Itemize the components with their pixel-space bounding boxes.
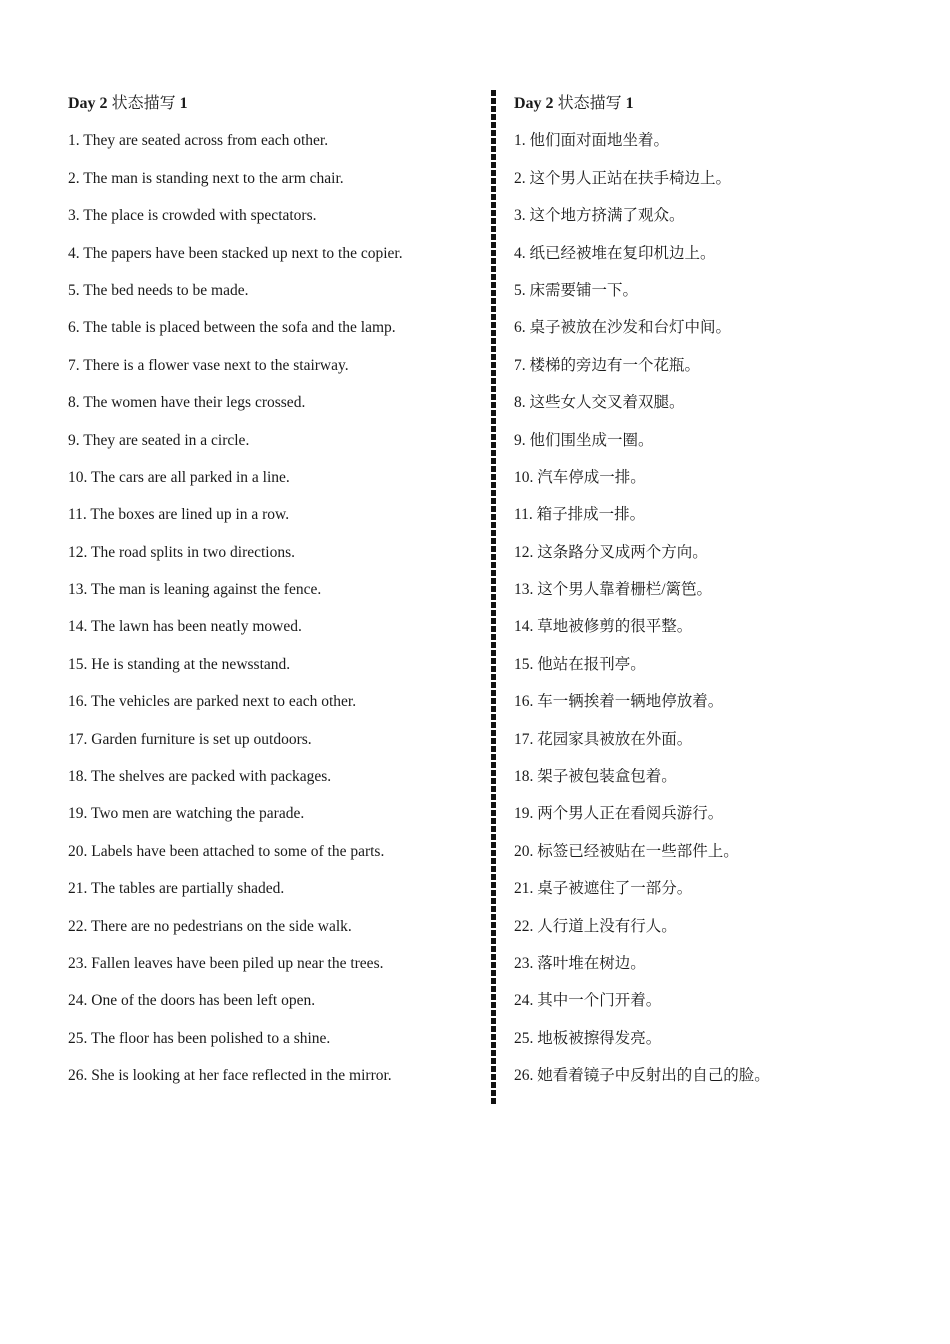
- heading-title: 状态描写: [557, 95, 622, 112]
- chinese-sentence: 3. 这个地方挤满了观众。: [514, 207, 685, 225]
- chinese-sentence: 24. 其中一个门开着。: [514, 992, 662, 1010]
- english-sentence: 24. One of the doors has been left open.: [68, 992, 316, 1010]
- english-sentence: 3. The place is crowded with spectators.: [68, 207, 317, 225]
- chinese-sentence: 15. 他站在报刊亭。: [514, 655, 646, 673]
- chinese-column: [514, 92, 914, 1102]
- english-sentence: 17. Garden furniture is set up outdoors.: [68, 730, 312, 748]
- chinese-sentence: 22. 人行道上没有行人。: [514, 917, 677, 935]
- english-sentence: 6. The table is placed between the sofa and the lamp.: [68, 319, 396, 337]
- english-column: [68, 92, 478, 1102]
- english-sentence: 1. They are seated across from each other.: [68, 132, 329, 150]
- heading-number: 1: [179, 95, 188, 112]
- english-sentence: 5. The bed needs to be made.: [68, 281, 249, 299]
- english-sentence: 12. The road splits in two directions.: [68, 543, 296, 561]
- heading-day: Day 2: [514, 95, 554, 112]
- chinese-sentence: 9. 他们围坐成一圈。: [514, 431, 654, 449]
- english-sentence: 16. The vehicles are parked next to each other.: [68, 693, 357, 711]
- english-sentence: 15. He is standing at the newsstand.: [68, 655, 291, 673]
- english-sentence: 2. The man is standing next to the arm chair.: [68, 169, 344, 187]
- english-sentence: 11. The boxes are lined up in a row.: [68, 506, 290, 524]
- chinese-sentence: 14. 草地被修剪的很平整。: [514, 618, 693, 636]
- chinese-sentence: 20. 标签已经被贴在一些部件上。: [514, 842, 739, 860]
- chinese-sentence: 17. 花园家具被放在外面。: [514, 730, 693, 748]
- chinese-sentence: 23. 落叶堆在树边。: [514, 954, 646, 972]
- heading-day: Day 2: [68, 95, 108, 112]
- english-sentence: 4. The papers have been stacked up next to the copier.: [68, 244, 403, 262]
- english-sentence: 18. The shelves are packed with packages.: [68, 768, 332, 786]
- chinese-sentence: 5. 床需要铺一下。: [514, 281, 639, 299]
- chinese-sentence: 12. 这条路分叉成两个方向。: [514, 543, 708, 561]
- english-sentence: 10. The cars are all parked in a line.: [68, 468, 290, 486]
- chinese-sentence: 2. 这个男人正站在扶手椅边上。: [514, 169, 732, 187]
- chinese-sentence: 7. 楼梯的旁边有一个花瓶。: [514, 356, 701, 374]
- english-sentence: 9. They are seated in a circle.: [68, 431, 250, 449]
- chinese-sentence: 4. 纸已经被堆在复印机边上。: [514, 244, 716, 262]
- chinese-sentence: 10. 汽车停成一排。: [514, 468, 646, 486]
- english-sentence: 20. Labels have been attached to some of the parts.: [68, 842, 385, 860]
- english-sentence: 13. The man is leaning against the fence.: [68, 581, 322, 599]
- chinese-sentence: 26. 她看着镜子中反射出的自己的脸。: [514, 1067, 770, 1085]
- heading-title: 状态描写: [111, 95, 176, 112]
- english-heading: [68, 92, 478, 116]
- chinese-heading: [514, 92, 914, 116]
- chinese-sentence: 11. 箱子排成一排。: [514, 506, 646, 524]
- english-sentence: 25. The floor has been polished to a shine.: [68, 1029, 331, 1047]
- chinese-sentence: 25. 地板被擦得发亮。: [514, 1029, 662, 1047]
- chinese-sentence: 13. 这个男人靠着栅栏/篱笆。: [514, 581, 713, 599]
- english-sentence: 19. Two men are watching the parade.: [68, 805, 305, 823]
- english-sentence: 22. There are no pedestrians on the side walk.: [68, 917, 352, 935]
- chinese-sentence: 16. 车一辆挨着一辆地停放着。: [514, 693, 724, 711]
- chinese-sentence: 1. 他们面对面地坐着。: [514, 132, 670, 150]
- english-sentence: 7. There is a flower vase next to the stairway.: [68, 356, 349, 374]
- english-sentence: 26. She is looking at her face reflected in the mirror.: [68, 1067, 392, 1085]
- chinese-sentence: 18. 架子被包装盒包着。: [514, 768, 677, 786]
- chinese-sentence: 6. 桌子被放在沙发和台灯中间。: [514, 319, 732, 337]
- heading-number: 1: [625, 95, 634, 112]
- fold-divider: [491, 90, 496, 1104]
- chinese-sentence: 19. 两个男人正在看阅兵游行。: [514, 805, 724, 823]
- english-sentence: 21. The tables are partially shaded.: [68, 880, 285, 898]
- english-sentence: 14. The lawn has been neatly mowed.: [68, 618, 302, 636]
- chinese-sentence: 21. 桌子被遮住了一部分。: [514, 880, 693, 898]
- english-sentence: 23. Fallen leaves have been piled up near the trees.: [68, 954, 384, 972]
- english-sentence: 8. The women have their legs crossed.: [68, 394, 306, 412]
- chinese-sentence: 8. 这些女人交叉着双腿。: [514, 394, 685, 412]
